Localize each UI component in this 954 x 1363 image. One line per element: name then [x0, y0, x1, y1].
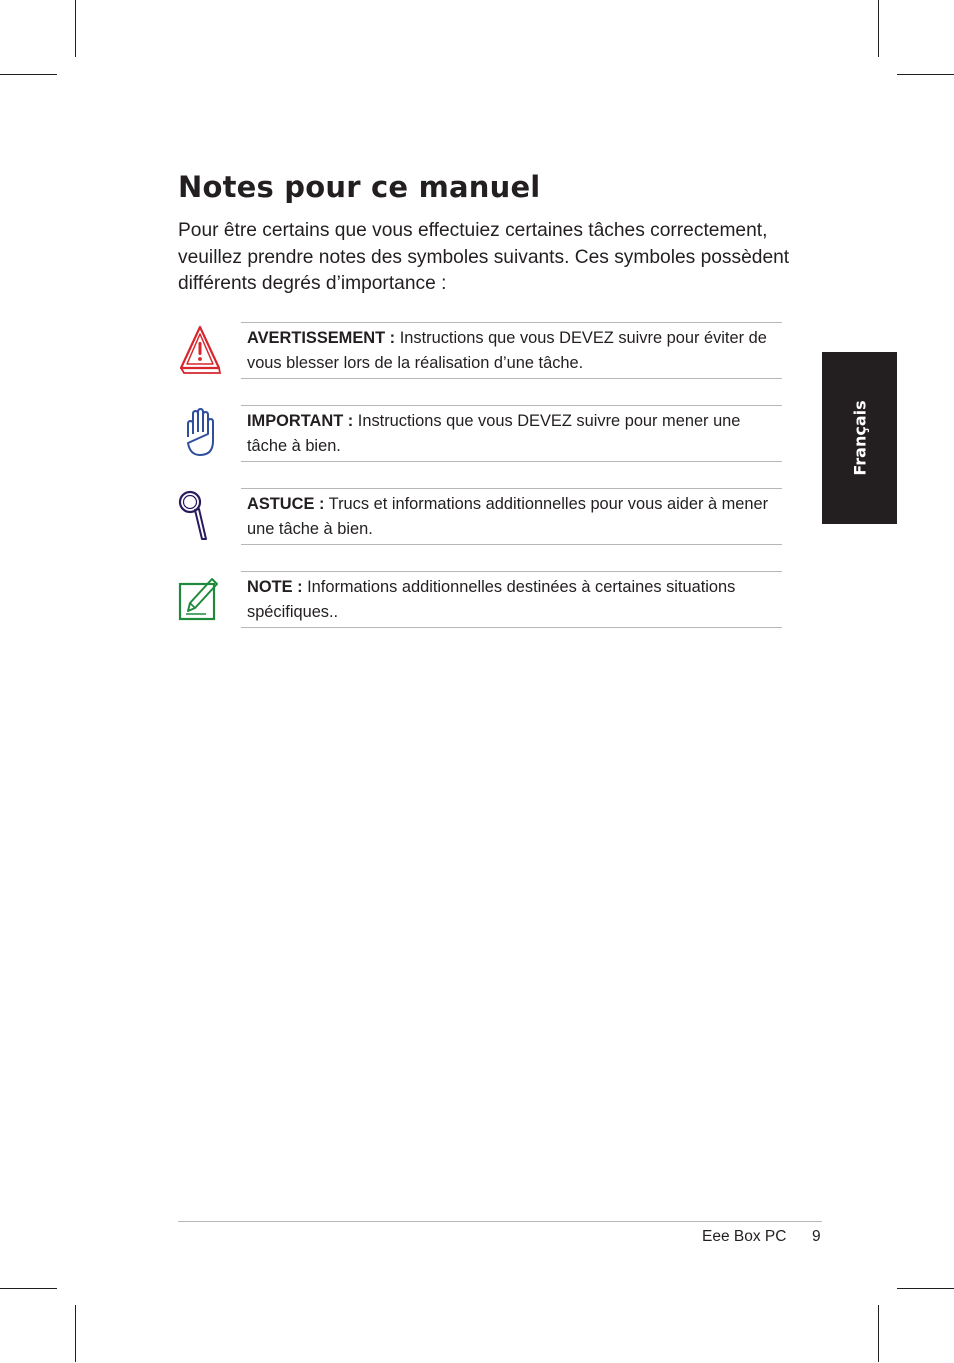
footer-product-name: Eee Box PC — [702, 1228, 787, 1245]
crop-mark-top-right-horizontal — [897, 74, 954, 75]
footer-page-number: 9 — [812, 1228, 821, 1245]
notice-note-text — [241, 571, 782, 628]
crop-mark-top-right-vertical — [878, 0, 879, 57]
notice-tip-text — [241, 488, 782, 545]
notice-warning-body: Instructions que vous DEVEZ suivre pour éviter de vous blesser lors de la réalisation d’une tâche. — [247, 329, 767, 372]
note-pencil-icon — [178, 573, 222, 623]
notice-tip — [178, 488, 782, 548]
crop-mark-bottom-right-vertical — [878, 1305, 879, 1362]
intro-paragraph: Pour être certains que vous effectuiez certaines tâches correctement, veuillez prendre notes des symboles suivants. Ces symboles possèdent différents degrés d’importance : — [178, 220, 790, 294]
notice-tip-label: ASTUCE : — [247, 495, 325, 513]
crop-mark-bottom-right-horizontal — [897, 1288, 954, 1289]
crop-mark-bottom-left-horizontal — [0, 1288, 57, 1289]
notice-important-body: Instructions que vous DEVEZ suivre pour mener une tâche à bien. — [247, 412, 741, 455]
notice-note-label: NOTE : — [247, 578, 303, 596]
notice-important-text — [241, 405, 782, 462]
raised-hand-icon — [178, 407, 222, 457]
notice-important-label: IMPORTANT : — [247, 412, 354, 430]
notice-important — [178, 405, 782, 465]
language-side-tab-label: Français — [850, 400, 869, 476]
magnifier-icon — [178, 490, 222, 540]
warning-triangle-icon — [178, 324, 222, 374]
footer-rule — [178, 1221, 822, 1222]
notice-warning-label: AVERTISSEMENT : — [247, 329, 396, 347]
notice-warning — [178, 322, 782, 382]
notice-note-body: Informations additionnelles destinées à certaines situations spécifiques.. — [247, 578, 736, 621]
notice-tip-body: Trucs et informations additionnelles pour vous aider à mener une tâche à bien. — [247, 495, 769, 538]
language-side-tab — [822, 352, 897, 524]
page-title: Notes pour ce manuel — [178, 170, 541, 204]
notice-warning-text — [241, 322, 782, 379]
notice-note — [178, 571, 782, 631]
crop-mark-top-left-vertical — [75, 0, 76, 57]
crop-mark-top-left-horizontal — [0, 74, 57, 75]
crop-mark-bottom-left-vertical — [75, 1305, 76, 1362]
